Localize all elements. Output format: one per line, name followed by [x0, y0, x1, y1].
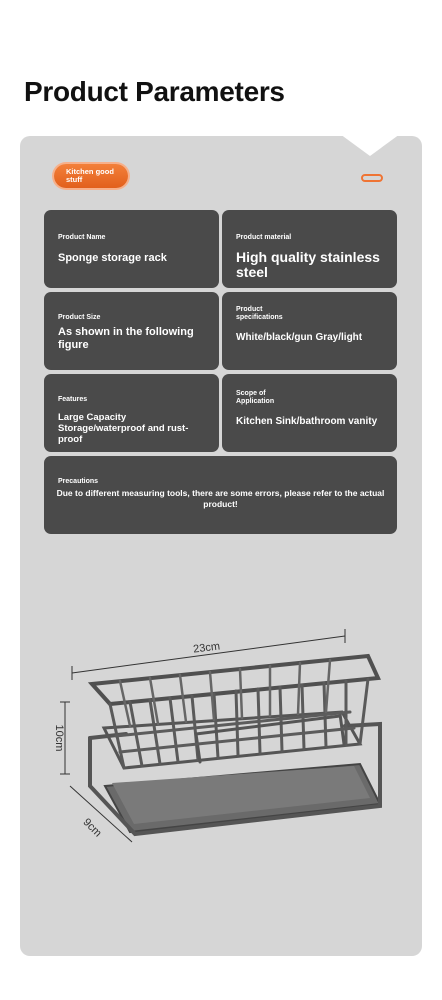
param-value: Kitchen Sink/bathroom vanity	[236, 416, 378, 427]
param-product-material	[222, 210, 397, 288]
brand-badge: Kitchen good stuff	[54, 164, 128, 188]
param-value: Large Capacity Storage/waterproof and rust-proof	[58, 412, 189, 445]
param-value: High quality stainless steel	[236, 249, 380, 280]
width-label: 23cm	[192, 640, 221, 656]
height-label: 10cm	[53, 724, 65, 752]
precautions-text: Due to different measuring tools, there are some errors, please refer to the actual product!	[56, 488, 385, 509]
page-title: Product Parameters	[24, 76, 285, 107]
param-product-name	[44, 210, 219, 288]
param-label: Product specifications	[236, 306, 283, 321]
product-dimension-diagram	[20, 616, 422, 856]
precautions-label: Precautions	[58, 478, 99, 485]
param-value: White/black/gun Gray/light	[236, 332, 363, 343]
param-label: Scope of Application	[236, 390, 275, 405]
sponge-rack-image	[90, 656, 380, 834]
param-value: Sponge storage rack	[58, 252, 167, 264]
param-label: Features	[58, 396, 88, 403]
parameters-card	[20, 136, 422, 956]
param-features	[44, 374, 219, 452]
param-label: Product Size	[58, 314, 101, 321]
param-product-specifications	[222, 292, 397, 370]
param-label: Product Name	[58, 234, 106, 241]
card-notch	[340, 136, 400, 156]
param-label: Product material	[236, 234, 292, 241]
precautions-box	[44, 456, 397, 534]
decorative-pill-icon	[361, 174, 383, 182]
param-product-size	[44, 292, 219, 370]
param-scope-of-application	[222, 374, 397, 452]
depth-label: 9cm	[80, 816, 104, 840]
param-value: As shown in the following figure	[58, 326, 194, 351]
